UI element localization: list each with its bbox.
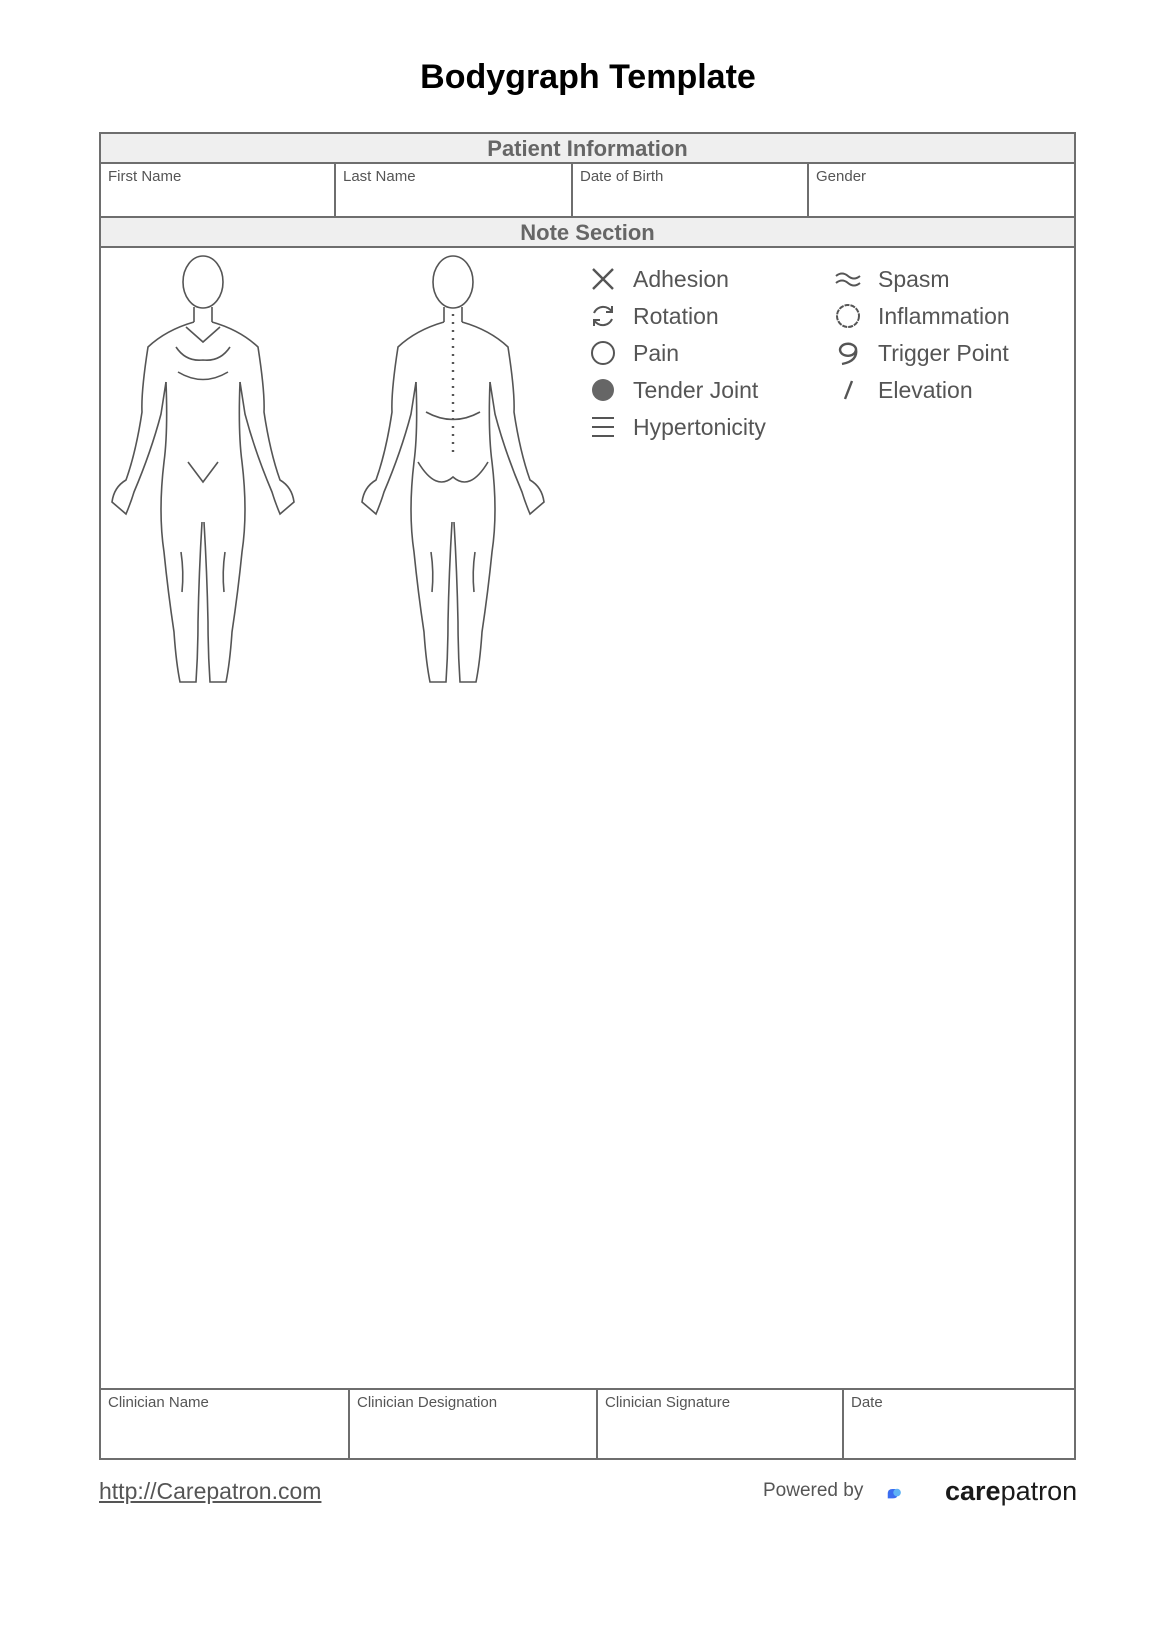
last-name-field[interactable]: Last Name (336, 164, 573, 216)
patient-info-header: Patient Information (101, 134, 1074, 164)
legend-item-inflammation (832, 300, 1010, 332)
legend-item-trigger-point (832, 337, 1009, 369)
double-wave-icon (832, 263, 864, 295)
filled-circle-icon (587, 374, 619, 406)
legend-item-pain (587, 337, 679, 369)
legend-item-spasm (832, 263, 950, 295)
wavy-circle-icon (832, 300, 864, 332)
clinician-signature-field[interactable]: Clinician Signature (598, 1390, 844, 1460)
carepatron-link[interactable]: http://Carepatron.com (99, 1478, 322, 1504)
x-mark-icon (587, 263, 619, 295)
legend-label: Tender Joint (633, 376, 759, 403)
legend-label: Rotation (633, 302, 719, 329)
body-figures (106, 252, 571, 702)
legend-item-tender-joint (587, 374, 758, 406)
clinician-designation-field[interactable]: Clinician Designation (350, 1390, 598, 1460)
legend-label: Pain (633, 339, 680, 366)
slash-icon (832, 374, 864, 406)
page-title: Bodygraph Template (420, 58, 756, 96)
legend-label: Spasm (878, 265, 950, 292)
clinician-name-field[interactable]: Clinician Name (101, 1390, 350, 1460)
patient-info-row (101, 164, 1074, 216)
first-name-field[interactable]: First Name (101, 164, 336, 216)
powered-by-label: Powered by (763, 1480, 864, 1501)
nine-shape-icon (832, 337, 864, 369)
brand-bold: care (945, 1476, 1001, 1506)
three-lines-icon (587, 411, 619, 443)
open-circle-icon (587, 337, 619, 369)
legend-label: Hypertonicity (633, 413, 766, 440)
legend-item-hypertonicity (587, 411, 766, 443)
form-frame (99, 132, 1076, 1460)
front-body-figure (112, 256, 294, 682)
legend-label: Inflammation (878, 302, 1010, 329)
legend-item-rotation (587, 300, 719, 332)
rotation-arrows-icon (587, 300, 619, 332)
gender-field[interactable]: Gender (816, 168, 867, 185)
back-body-figure (362, 256, 544, 682)
date-of-birth-field[interactable]: Date of Birth (573, 164, 809, 216)
date-field[interactable]: Date (851, 1394, 883, 1411)
legend-item-elevation (832, 374, 973, 406)
clinician-row (101, 1388, 1074, 1460)
legend-label: Adhesion (633, 265, 729, 292)
legend-item-adhesion (587, 263, 729, 295)
carepatron-wordmark (945, 1476, 1077, 1507)
note-section-header: Note Section (101, 216, 1074, 248)
legend-label: Trigger Point (878, 339, 1009, 366)
carepatron-logo-icon (886, 1473, 942, 1515)
brand-rest: patron (1000, 1476, 1078, 1506)
legend-label: Elevation (878, 376, 973, 403)
